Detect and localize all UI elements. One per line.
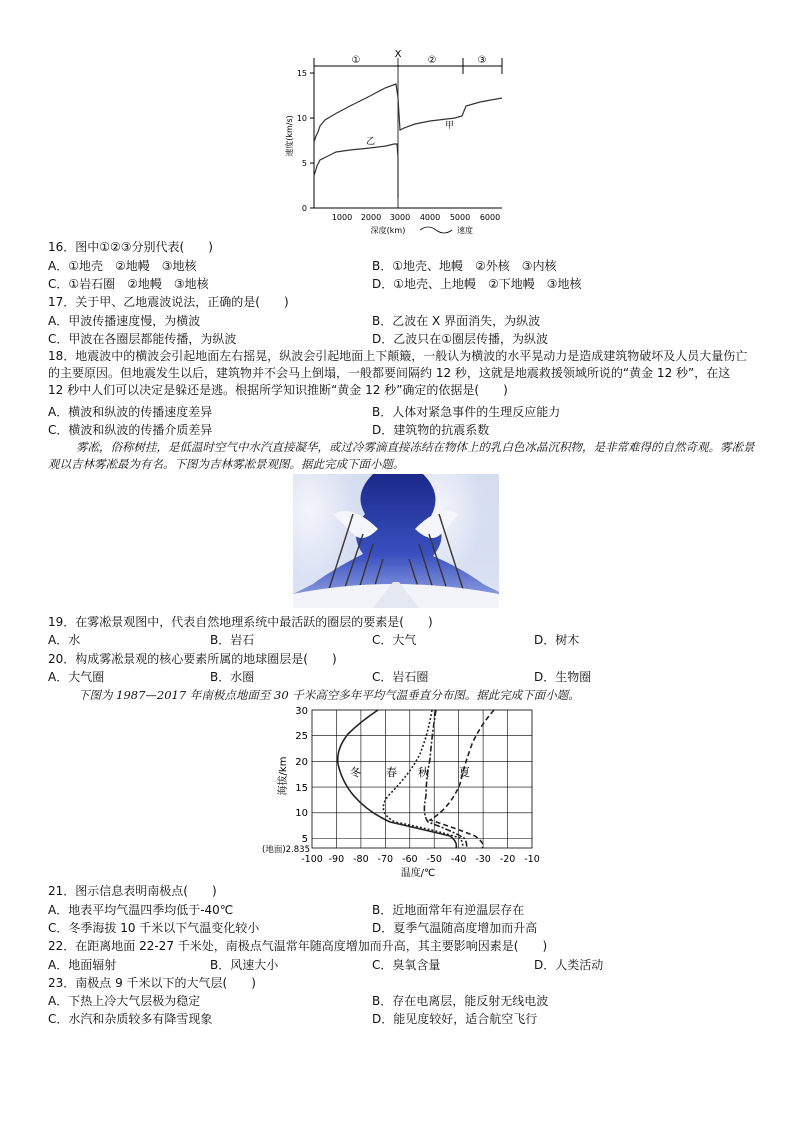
- x-tick-2000: 2000: [360, 213, 382, 222]
- q17-stem: 17．关于甲、乙地震波说法，正确的是( ): [48, 295, 289, 309]
- curve-winter: [338, 710, 457, 848]
- series-yi-label: 乙: [366, 137, 376, 147]
- q16-option-c[interactable]: C．①岩石圈 ②地幔 ③地核: [48, 277, 209, 291]
- x-tick-6000: 6000: [479, 213, 501, 222]
- q21-option-c[interactable]: C．冬季海拔 10 千米以下气温变化较小: [48, 921, 260, 935]
- x-tick-m30: -30: [475, 854, 491, 865]
- x-tick-m80: -80: [353, 854, 369, 865]
- series-jia-label: 甲: [445, 121, 455, 131]
- x-tick-m50: -50: [426, 854, 442, 865]
- q23-option-c[interactable]: C．水汽和杂质较多有降雪现象: [48, 1012, 213, 1026]
- x-axis-label: 深度(km): [370, 226, 406, 235]
- y-tick-25: 25: [295, 731, 308, 742]
- y-axis-label: 速度(km/s): [285, 115, 294, 157]
- q23-option-a[interactable]: A．下热上冷大气层极为稳定: [48, 994, 201, 1008]
- q22-stem: 22．在距离地面 22-27 千米处，南极点气温常年随高度增加而升高，其主要影响因素是( ): [48, 939, 548, 953]
- y-tick-5: 5: [301, 159, 307, 168]
- q22-option-c[interactable]: C．臭氧含量: [372, 958, 441, 972]
- x-tick-1000: 1000: [331, 213, 353, 222]
- x-tick-m40: -40: [450, 854, 467, 865]
- x-tick-m70: -70: [377, 854, 394, 865]
- q17-option-b[interactable]: B．乙波在 X 界面消失，为纵波: [372, 314, 541, 328]
- q21-option-a[interactable]: A．地表平均气温四季均低于-40℃: [48, 903, 234, 917]
- y-tick-10: 10: [296, 114, 307, 123]
- zone-x-label: X: [394, 49, 402, 60]
- q19-option-a[interactable]: A．水: [48, 633, 81, 647]
- q16-stem: 16．图中①②③分别代表( ): [48, 240, 213, 254]
- series-spring-label: 春: [386, 766, 397, 779]
- curve-jia: [314, 84, 502, 142]
- q19-option-d[interactable]: D．树木: [534, 633, 580, 647]
- x-tick-m20: -20: [499, 854, 516, 865]
- q19-option-b[interactable]: B．岩石: [210, 633, 255, 647]
- y-tick-10: 10: [295, 808, 308, 819]
- ground-label: (地面)2.835: [262, 845, 310, 855]
- rime-landscape-photo: [293, 474, 499, 608]
- y-tick-15: 15: [296, 69, 307, 78]
- rime-intro: 雾凇，俗称树挂，是低温时空气中水汽直接凝华，或过冷雾滴直接冻结在物体上的乳白色冰晶沉积物，是非常难得的自然奇观。雾凇景观以吉林雾凇最为有名。下图为吉林雾凇景观图。据此完成下面小题。: [48, 440, 755, 471]
- q20-option-a[interactable]: A．大气圈: [48, 670, 105, 684]
- seismic-wave-figure: [280, 48, 520, 240]
- zone-1-label: ①: [351, 55, 361, 66]
- series-autumn-label: 秋: [418, 766, 429, 779]
- zone-3-label: ③: [477, 55, 487, 66]
- q18-option-b[interactable]: B．人体对紧急事件的生理反应能力: [372, 405, 561, 419]
- q23-option-b[interactable]: B．存在电离层，能反射无线电波: [372, 994, 549, 1008]
- q21-option-d[interactable]: D．夏季气温随高度增加而升高: [372, 921, 538, 935]
- curve-spring: [383, 710, 462, 848]
- q20-option-d[interactable]: D．生物圈: [534, 670, 592, 684]
- q23-stem: 23．南极点 9 千米以下的大气层( ): [48, 976, 256, 990]
- x-tick-4000: 4000: [419, 213, 441, 222]
- legend-line: [420, 227, 452, 233]
- zone-2-label: ②: [427, 55, 437, 66]
- x-axis-label: 温度/℃: [400, 868, 436, 879]
- series-summer-label: 夏: [459, 766, 470, 779]
- y-axis-label: 海拔/km: [278, 756, 289, 796]
- q16-option-b[interactable]: B．①地壳、地幔 ②外核 ③内核: [372, 259, 557, 273]
- curve-yi: [314, 144, 398, 198]
- q16-option-a[interactable]: A．①地壳 ②地幔 ③地核: [48, 259, 197, 273]
- curve-autumn: [424, 710, 466, 848]
- q17-option-c[interactable]: C．甲波在各圈层都能传播，为纵波: [48, 332, 237, 346]
- legend-label: 速度: [457, 226, 473, 235]
- q17-option-d[interactable]: D．乙波只在①圈层传播，为纵波: [372, 332, 548, 346]
- x-tick-3000: 3000: [389, 213, 411, 222]
- q17-option-a[interactable]: A．甲波传播速度慢，为横波: [48, 314, 201, 328]
- q16-option-d[interactable]: D．①地壳、上地幔 ②下地幔 ③地核: [372, 277, 582, 291]
- q22-option-b[interactable]: B．风速大小: [210, 958, 279, 972]
- x-tick-m60: -60: [402, 854, 418, 865]
- temp-intro: 下图为 1987—2017 年南极点地面至 30 千米高空多年平均气温垂直分布图。据此完成下面小题。: [78, 688, 580, 702]
- y-tick-15: 15: [295, 783, 308, 794]
- q20-option-c[interactable]: C．岩石圈: [372, 670, 429, 684]
- q19-option-c[interactable]: C．大气: [372, 633, 417, 647]
- x-tick-m100: -100: [301, 854, 323, 865]
- x-tick-m10: -10: [524, 854, 540, 865]
- q18-option-a[interactable]: A．横波和纵波的传播速度差异: [48, 405, 213, 419]
- q20-option-b[interactable]: B．水圈: [210, 670, 255, 684]
- q23-option-d[interactable]: D．能见度较好，适合航空飞行: [372, 1012, 538, 1026]
- y-tick-20: 20: [295, 757, 308, 768]
- q20-stem: 20．构成雾凇景观的核心要素所属的地球圈层是( ): [48, 652, 337, 666]
- q21-option-b[interactable]: B．近地面常年有逆温层存在: [372, 903, 525, 917]
- series-winter-label: 冬: [350, 766, 361, 779]
- q19-stem: 19．在雾凇景观图中，代表自然地理系统中最活跃的圈层的要素是( ): [48, 615, 433, 629]
- y-tick-30: 30: [295, 706, 308, 717]
- q22-option-a[interactable]: A．地面辐射: [48, 958, 117, 972]
- q22-option-d[interactable]: D．人类活动: [534, 958, 604, 972]
- q18-option-d[interactable]: D．建筑物的抗震系数: [372, 423, 490, 437]
- q18-stem: 18．地震波中的横波会引起地面左右摇晃，纵波会引起地面上下颠簸，一般认为横波的水平晃动力是造成建筑物破坏及人员大量伤亡的主要原因。但地震发生以后，建筑物并不会马上倒塌，一般都要间隔约 12 秒，这就是地震救援领域所说的“黄金 12 秒”，在这 12 秒中人们可以决定是躲还是逃。根据所学知识推断“黄金 12 秒”确定的依据是( ): [48, 349, 748, 397]
- y-tick-0: 0: [301, 204, 307, 213]
- x-tick-5000: 5000: [449, 213, 471, 222]
- temperature-profile-figure: [250, 704, 546, 880]
- q18-option-c[interactable]: C．横波和纵波的传播介质差异: [48, 423, 213, 437]
- q21-stem: 21．图示信息表明南极点( ): [48, 884, 217, 898]
- x-tick-m90: -90: [328, 854, 345, 865]
- y-tick-5: 5: [301, 834, 308, 845]
